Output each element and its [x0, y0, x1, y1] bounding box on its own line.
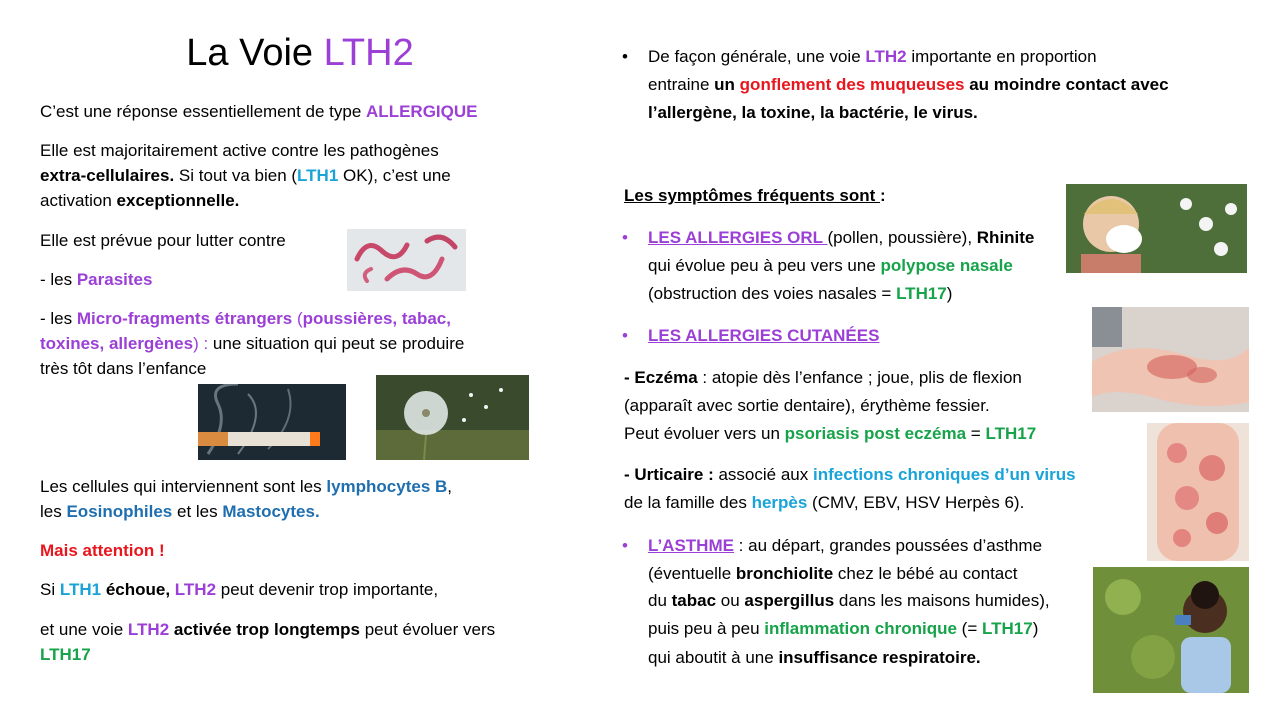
- right-line-general: • De façon générale, une voie LTH2 importante en proportion: [622, 47, 1097, 66]
- eczema-arm-image: [1092, 307, 1249, 412]
- symptoms-heading: Les symptômes fréquents sont :: [624, 186, 886, 205]
- right-line-inflammation: puis peu à peu inflammation chronique (= LTH17): [648, 619, 1039, 638]
- left-line-lth2-long: et une voie LTH2 activée trop longtemps peut évoluer vers: [40, 620, 496, 639]
- left-line-extracellular: extra-cellulaires. Si tout va bien (LTH1 OK), c’est une: [40, 166, 451, 185]
- right-line-swelling: entraine un gonflement des muqueuses au moindre contact avec: [648, 75, 1169, 94]
- left-line-lth1-fails: Si LTH1 échoue, LTH2 peut devenir trop importante,: [40, 580, 439, 599]
- left-line-toxins: toxines, allergènes) : une situation qui peut se produire: [40, 334, 465, 353]
- right-line-allergen: l’allergène, la toxine, la bactérie, le virus.: [648, 103, 978, 122]
- right-line-polyp: qui évolue peu à peu vers une polypose nasale: [648, 256, 1013, 275]
- dandelion-image: [376, 375, 529, 460]
- right-line-dental: (apparaît avec sortie dentaire), érythème fessier.: [624, 396, 990, 415]
- left-line-allergic: C’est une réponse essentiellement de type ALLERGIQUE: [40, 102, 478, 121]
- left-line-microfragments: - les Micro-fragments étrangers (poussières, tabac,: [40, 309, 451, 328]
- right-line-asthma: • L’ASTHME : au départ, grandes poussées d’asthme: [622, 536, 1043, 555]
- right-line-urticaria: - Urticaire : associé aux infections chroniques d’un virus: [624, 465, 1076, 484]
- left-line-eosinophils: les Eosinophiles et les Mastocytes.: [40, 502, 320, 521]
- right-line-psoriasis: Peut évoluer vers un psoriasis post eczéma = LTH17: [624, 424, 1037, 443]
- right-line-tobacco: du tabac ou aspergillus dans les maisons humides),: [648, 591, 1050, 610]
- slide-title: La Voie LTH2: [186, 32, 414, 74]
- parasites-image: [347, 229, 466, 291]
- child-inhaler-image: [1093, 567, 1249, 693]
- right-line-bronchiolitis: (éventuelle bronchiolite chez le bébé au contact: [648, 564, 1018, 583]
- left-line-pathogens: Elle est majoritairement active contre les pathogènes: [40, 141, 439, 160]
- right-line-cutaneous: • LES ALLERGIES CUTANÉES: [622, 326, 880, 345]
- right-line-eczema: - Eczéma : atopie dès l’enfance ; joue, plis de flexion: [624, 368, 1022, 387]
- cigarette-smoke-image: [198, 384, 346, 460]
- right-line-respiratory: qui aboutit à une insuffisance respiratoire.: [648, 648, 981, 667]
- right-line-herpes: de la famille des herpès (CMV, EBV, HSV Herpès 6).: [624, 493, 1025, 512]
- left-line-cells: Les cellules qui interviennent sont les lymphocytes B,: [40, 477, 453, 496]
- left-line-designed: Elle est prévue pour lutter contre: [40, 231, 286, 250]
- right-line-obstruction: (obstruction des voies nasales = LTH17): [648, 284, 953, 303]
- left-line-childhood: très tôt dans l’enfance: [40, 359, 207, 378]
- left-line-lth17: LTH17: [40, 645, 91, 664]
- left-line-warning: Mais attention !: [40, 541, 165, 560]
- left-line-parasites: - les Parasites: [40, 270, 153, 289]
- urticaria-back-image: [1147, 423, 1249, 561]
- left-line-exceptional: activation exceptionnelle.: [40, 191, 240, 210]
- right-line-orl: • LES ALLERGIES ORL (pollen, poussière), Rhinite: [622, 228, 1035, 247]
- sneezing-child-image: [1066, 184, 1247, 273]
